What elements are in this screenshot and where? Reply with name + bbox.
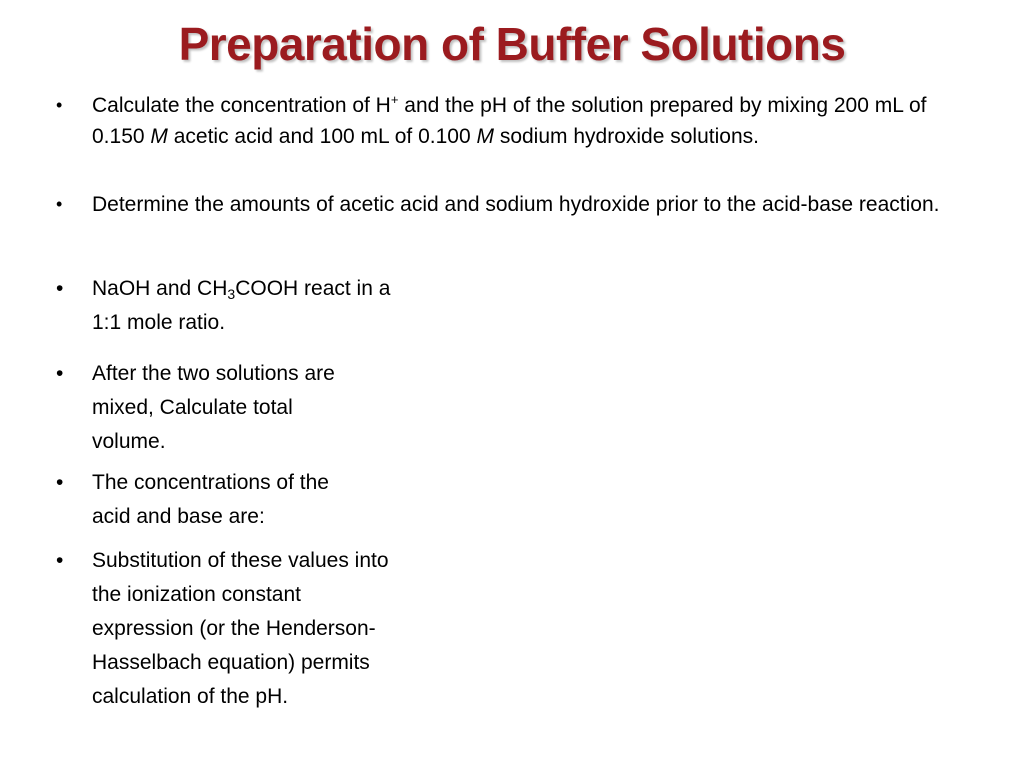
bullet-icon: • <box>56 277 64 300</box>
bullet-text: NaOH and $CH_3COOH$ react in a 1:1 mole ratio. <box>92 277 391 334</box>
bullet-text: The concentrations of the acid and base are: <box>92 471 329 528</box>
bullet-icon: • <box>56 362 64 385</box>
bullet-icon: • <box>56 549 64 572</box>
bullet-icon: • <box>56 95 63 115</box>
bullet-text: Calculate the concentration of H+ and the pH of the solution prepared by mixing 200 mL of 0.150 M acetic acid and 100 mL of 0.100 M sodium hydroxide solutions. <box>92 92 927 148</box>
bullet-icon: • <box>56 194 63 214</box>
bullet-text: Substitution of these values into the ionization constant expression (or the Henderson-Hasselbach equation) permits calculation of the pH. <box>92 549 389 708</box>
bullet-text: Determine the amounts of acetic acid and sodium hydroxide prior to the acid-base reaction. <box>92 193 940 216</box>
bullet-icon: • <box>56 471 64 494</box>
slide-title: Preparation of Buffer Solutions <box>178 18 846 70</box>
bullet-text: After the two solutions are mixed, Calculate total volume. <box>92 362 335 453</box>
